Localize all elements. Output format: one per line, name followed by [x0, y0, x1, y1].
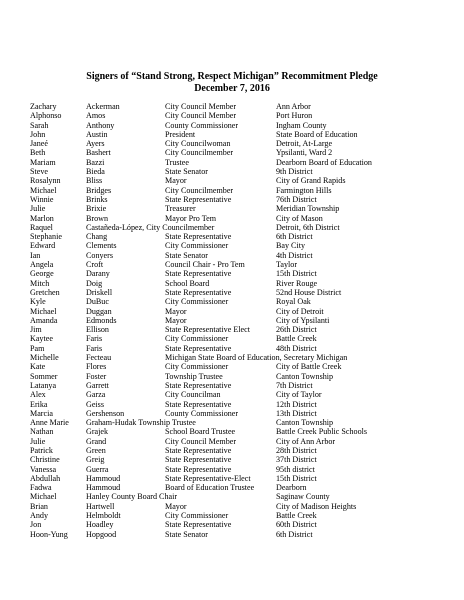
- jurisdiction: Dearborn: [276, 483, 307, 493]
- position: City Commissioner: [165, 297, 229, 307]
- jurisdiction: 15th District: [276, 269, 317, 279]
- signer-row: [0, 325, 464, 334]
- last-name: Guerra: [86, 464, 109, 474]
- position: Michigan State Board of Education, Secretary Michigan: [165, 353, 348, 363]
- last-name: Conyers: [86, 250, 113, 260]
- first-name: Beth: [30, 148, 46, 158]
- position: Board of Education Trustee: [165, 483, 255, 493]
- position: County Commissioner: [165, 120, 239, 130]
- jurisdiction: City of Battle Creek: [276, 362, 342, 372]
- first-name: Steve: [30, 167, 48, 177]
- first-name: Michael: [30, 492, 57, 502]
- jurisdiction: 9th District: [276, 167, 313, 177]
- signer-row: [0, 307, 464, 316]
- jurisdiction: 6th District: [276, 529, 313, 539]
- position: Township Trustee: [165, 371, 223, 381]
- last-name: Bashert: [86, 148, 111, 158]
- last-name: Chang: [86, 232, 108, 242]
- first-name: Julie: [30, 436, 46, 446]
- first-name: Stephanie: [30, 232, 62, 242]
- last-name: Foster: [86, 371, 107, 381]
- jurisdiction: State Board of Education: [276, 129, 358, 139]
- jurisdiction: City of Ypsilanti: [276, 315, 330, 325]
- first-name: Kaytee: [30, 334, 53, 344]
- last-name: Helmboldt: [86, 511, 121, 521]
- last-name: Flores: [86, 362, 107, 372]
- position: State Representative: [165, 343, 232, 353]
- last-name: Brixie: [86, 204, 107, 214]
- signer-row: [0, 176, 464, 185]
- jurisdiction: City of Grand Rapids: [276, 176, 346, 186]
- last-name: Bridges: [86, 185, 112, 195]
- first-name: John: [30, 129, 46, 139]
- position: City Commissioner: [165, 362, 229, 372]
- jurisdiction: 28th District: [276, 445, 317, 455]
- signer-row: [0, 418, 464, 427]
- position: State Representative: [165, 399, 232, 409]
- last-name: Doig: [86, 278, 103, 288]
- jurisdiction: River Rouge: [276, 278, 318, 288]
- first-name: Rosalynn: [30, 176, 61, 186]
- first-name: Jim: [30, 325, 42, 335]
- first-name: Mariam: [30, 157, 56, 167]
- signers-list: [0, 102, 464, 539]
- first-name: Andy: [30, 511, 48, 521]
- last-name: Croft: [86, 260, 104, 270]
- position: Mayor: [165, 315, 187, 325]
- last-name: Ackerman: [86, 102, 120, 111]
- position: Treasurer: [165, 204, 196, 214]
- last-name: Clements: [86, 241, 117, 251]
- first-name: Ian: [30, 250, 41, 260]
- jurisdiction: Battle Creek: [276, 334, 317, 344]
- jurisdiction: Farmington Hills: [276, 185, 332, 195]
- last-name: Grajek: [86, 427, 109, 437]
- jurisdiction: 15th District: [276, 473, 317, 483]
- position: City Councilwoman: [165, 139, 231, 149]
- position: City Commissioner: [165, 334, 229, 344]
- first-name: Abdullah: [30, 473, 61, 483]
- first-name: Julie: [30, 204, 46, 214]
- jurisdiction: Ann Arbor: [276, 102, 311, 111]
- last-name: DuBuc: [86, 297, 109, 307]
- last-name: Garza: [86, 390, 106, 400]
- position: School Board Trustee: [165, 427, 236, 437]
- signer-row: [0, 260, 464, 269]
- jurisdiction: City of Detroit: [276, 306, 324, 316]
- last-name: Bazzi: [86, 157, 105, 167]
- position: State Representative: [165, 232, 232, 242]
- last-name: Grand: [86, 436, 107, 446]
- last-name: Brown: [86, 213, 109, 223]
- document-title: Signers of “Stand Strong, Respect Michigan” Recommitment Pledge: [86, 71, 378, 82]
- first-name: Mitch: [30, 278, 50, 288]
- position: Trustee: [165, 157, 189, 167]
- position: Mayor Pro Tem: [165, 213, 216, 223]
- jurisdiction: 60th District: [276, 520, 317, 530]
- first-name: Vanessa: [30, 464, 57, 474]
- first-name: Raquel: [30, 222, 53, 232]
- signer-row: [0, 511, 464, 520]
- jurisdiction: City of Taylor: [276, 390, 322, 400]
- last-name: Duggan: [86, 306, 112, 316]
- first-name: Janeé: [30, 139, 48, 149]
- first-name: Marlon: [30, 213, 54, 223]
- signer-row: [0, 344, 464, 353]
- signer-row: [0, 241, 464, 250]
- first-name: Winnie: [30, 194, 54, 204]
- first-name: Angela: [30, 260, 54, 270]
- signer-row: [0, 381, 464, 390]
- signer-row: [0, 297, 464, 306]
- signer-row: [0, 400, 464, 409]
- signer-row: [0, 186, 464, 195]
- last-name: Castañeda-López, City Councilmember: [86, 222, 215, 232]
- first-name: Brian: [30, 501, 48, 511]
- signer-row: [0, 195, 464, 204]
- jurisdiction: Saginaw County: [276, 492, 330, 502]
- jurisdiction: 26th District: [276, 325, 317, 335]
- position: State Representative Elect: [165, 325, 250, 335]
- last-name: Hanley County Board Chair: [86, 492, 178, 502]
- position: School Board: [165, 278, 210, 288]
- position: State Representative: [165, 455, 232, 465]
- first-name: Fadwa: [30, 483, 52, 493]
- jurisdiction: 12th District: [276, 399, 317, 409]
- signer-row: [0, 474, 464, 483]
- jurisdiction: City of Mason: [276, 213, 323, 223]
- last-name: Fecteau: [86, 353, 112, 363]
- last-name: Hoadley: [86, 520, 114, 530]
- jurisdiction: Ingham County: [276, 120, 327, 130]
- signer-row: [0, 530, 464, 539]
- first-name: Michael: [30, 306, 57, 316]
- position: City Commissioner: [165, 511, 229, 521]
- jurisdiction: Battle Creek Public Schools: [276, 427, 368, 437]
- signer-row: [0, 214, 464, 223]
- last-name: Hammoud: [86, 473, 121, 483]
- signer-row: [0, 111, 464, 120]
- last-name: Brinks: [86, 194, 108, 204]
- signer-row: [0, 465, 464, 474]
- jurisdiction: 13th District: [276, 408, 317, 418]
- signer-row: [0, 167, 464, 176]
- signer-row: [0, 288, 464, 297]
- first-name: Amanda: [30, 315, 58, 325]
- jurisdiction: 52nd House District: [276, 287, 342, 297]
- last-name: Ellison: [86, 325, 109, 335]
- signer-row: [0, 455, 464, 464]
- signer-row: [0, 121, 464, 130]
- first-name: Michael: [30, 185, 57, 195]
- position: City Council Member: [165, 111, 237, 121]
- position: State Senator: [165, 167, 208, 177]
- position: State Representative: [165, 520, 232, 530]
- signer-row: [0, 269, 464, 278]
- first-name: Hoon-Yung: [30, 529, 68, 539]
- signer-row: [0, 251, 464, 260]
- jurisdiction: Dearborn Board of Education: [276, 157, 372, 167]
- position: Mayor: [165, 176, 187, 186]
- first-name: Michelle: [30, 353, 59, 363]
- last-name: Edmonds: [86, 315, 117, 325]
- jurisdiction: Detroit, 6th District: [276, 222, 340, 232]
- jurisdiction: 48th District: [276, 343, 317, 353]
- position: State Senator: [165, 529, 208, 539]
- signer-row: [0, 223, 464, 232]
- position: President: [165, 129, 196, 139]
- jurisdiction: Battle Creek: [276, 511, 317, 521]
- last-name: Anthony: [86, 120, 115, 130]
- position: State Representative: [165, 194, 232, 204]
- signer-row: [0, 362, 464, 371]
- signer-row: [0, 502, 464, 511]
- last-name: Faris: [86, 334, 103, 344]
- first-name: Zachary: [30, 102, 57, 111]
- signer-row: [0, 353, 464, 362]
- signer-row: [0, 483, 464, 492]
- signer-row: [0, 102, 464, 111]
- position: City Councilmember: [165, 148, 234, 158]
- first-name: Jon: [30, 520, 42, 530]
- signer-row: [0, 130, 464, 139]
- jurisdiction: Bay City: [276, 241, 306, 251]
- jurisdiction: Port Huron: [276, 111, 313, 121]
- signer-row: [0, 390, 464, 399]
- jurisdiction: Ypsilanti, Ward 2: [276, 148, 333, 158]
- signer-row: [0, 372, 464, 381]
- first-name: Gretchen: [30, 287, 60, 297]
- signer-row: [0, 232, 464, 241]
- document-date: December 7, 2016: [194, 83, 270, 94]
- first-name: Sommer: [30, 371, 58, 381]
- position: Council Chair - Pro Tem: [165, 260, 245, 270]
- signer-row: [0, 437, 464, 446]
- first-name: Alphonso: [30, 111, 62, 121]
- position: State Representative: [165, 380, 232, 390]
- signer-row: [0, 158, 464, 167]
- last-name: Driskell: [86, 287, 113, 297]
- jurisdiction: Royal Oak: [276, 297, 311, 307]
- signer-row: [0, 204, 464, 213]
- position: Mayor: [165, 501, 187, 511]
- first-name: Latanya: [30, 380, 57, 390]
- jurisdiction: 37th District: [276, 455, 317, 465]
- signer-row: [0, 520, 464, 529]
- signer-row: [0, 148, 464, 157]
- last-name: Garrett: [86, 380, 109, 390]
- last-name: Geiss: [86, 399, 104, 409]
- position: State Representative: [165, 287, 232, 297]
- signer-row: [0, 139, 464, 148]
- last-name: Faris: [86, 343, 103, 353]
- first-name: George: [30, 269, 54, 279]
- position: County Commissioner: [165, 408, 239, 418]
- last-name: Hammoud: [86, 483, 121, 493]
- first-name: Pam: [30, 343, 45, 353]
- last-name: Hopgood: [86, 529, 117, 539]
- jurisdiction: 4th District: [276, 250, 313, 260]
- last-name: Austin: [86, 129, 108, 139]
- position: State Representative-Elect: [165, 473, 251, 483]
- first-name: Patrick: [30, 445, 53, 455]
- jurisdiction: City of Ann Arbor: [276, 436, 336, 446]
- last-name: Green: [86, 445, 106, 455]
- first-name: Christine: [30, 455, 60, 465]
- position: City Councilmember: [165, 185, 234, 195]
- signer-row: [0, 316, 464, 325]
- signer-row: [0, 427, 464, 436]
- signer-row: [0, 334, 464, 343]
- jurisdiction: Canton Township: [276, 418, 334, 428]
- signer-row: [0, 492, 464, 501]
- jurisdiction: 7th District: [276, 380, 313, 390]
- first-name: Marcia: [30, 408, 53, 418]
- position: City Council Member: [165, 102, 237, 111]
- jurisdiction: Canton Township: [276, 371, 334, 381]
- jurisdiction: 6th District: [276, 232, 313, 242]
- first-name: Sarah: [30, 120, 49, 130]
- last-name: Hartwell: [86, 501, 115, 511]
- last-name: Ayers: [86, 139, 105, 149]
- position: City Council Member: [165, 436, 237, 446]
- first-name: Alex: [30, 390, 46, 400]
- position: State Senator: [165, 250, 208, 260]
- first-name: Kate: [30, 362, 46, 372]
- position: State Representative: [165, 445, 232, 455]
- last-name: Darany: [86, 269, 110, 279]
- jurisdiction: Meridian Township: [276, 204, 340, 214]
- position: City Councilman: [165, 390, 221, 400]
- position: State Representative: [165, 464, 232, 474]
- jurisdiction: Detroit, At-Large: [276, 139, 333, 149]
- jurisdiction: 95th district: [276, 464, 315, 474]
- first-name: Erika: [30, 399, 48, 409]
- last-name: Gershenson: [86, 408, 125, 418]
- last-name: Greig: [86, 455, 105, 465]
- last-name: Amos: [86, 111, 106, 121]
- first-name: Nathan: [30, 427, 54, 437]
- signer-row: [0, 409, 464, 418]
- jurisdiction: City of Madison Heights: [276, 501, 357, 511]
- position: State Representative: [165, 269, 232, 279]
- signer-row: [0, 446, 464, 455]
- signer-row: [0, 279, 464, 288]
- position: Mayor: [165, 306, 187, 316]
- first-name: Anne Marie: [30, 418, 69, 428]
- first-name: Edward: [30, 241, 56, 251]
- last-name: Bieda: [86, 167, 105, 177]
- last-name: Bliss: [86, 176, 103, 186]
- position: City Commissioner: [165, 241, 229, 251]
- jurisdiction: Taylor: [276, 260, 298, 270]
- first-name: Kyle: [30, 297, 46, 307]
- last-name: Graham-Hudak Township Trustee: [86, 418, 196, 428]
- jurisdiction: 76th District: [276, 194, 317, 204]
